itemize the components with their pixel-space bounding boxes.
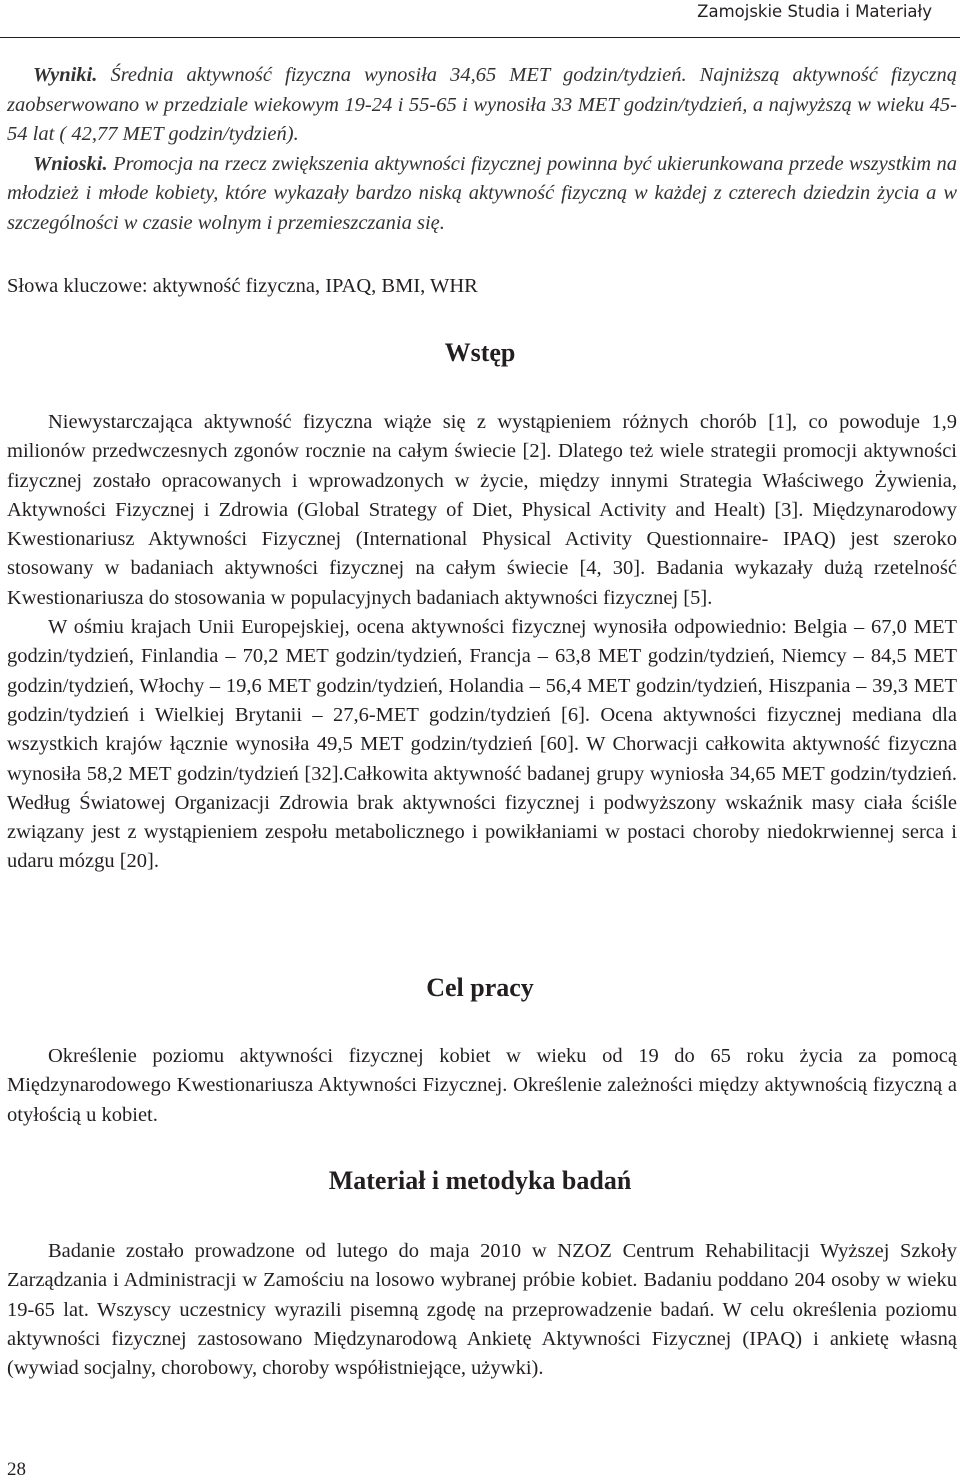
- intro-paragraph-1: Niewystarczająca aktywność fizyczna wiąże się z wystąpieniem różnych chorób [1], co powoduje 1,9 milionów przedwczesnych zgonów rocznie na całym świecie [2]. Dlatego też wiele strategii promocji aktywności fizycznej zostało opracowanych i wprowadzonych w życie, między innymi Strategia Właściwego Żywienia, Aktywności Fizycznej i Zdrowia (Global Strategy of Diet, Physical Activity and Healt) [3]. Międzynarodowy Kwestionariusz Aktywności Fizycznej (International Physical Activity Questionnaire- IPAQ) jest szeroko stosowany w badaniach aktywności fizycznej na całym świecie [4, 30]. Badania wykazały dużą rzetelność Kwestionariusza do stosowania w populacyjnych badaniach aktywności fizycznej [5].: [7, 411, 957, 609]
- methods-body: [7, 1237, 957, 1383]
- conclusions-label: Wnioski.: [33, 152, 108, 175]
- section-title-aim: Cel pracy: [426, 973, 534, 1002]
- abstract-results: [7, 61, 957, 150]
- section-title-intro: Wstęp: [444, 338, 516, 367]
- abstract-conclusions: [7, 150, 957, 239]
- aim-body: [7, 1042, 957, 1130]
- keywords: Słowa kluczowe: aktywność fizyczna, IPAQ, BMI, WHR: [7, 275, 478, 297]
- section-title-methods: Materiał i metodyka badań: [328, 1166, 632, 1195]
- results-label: Wyniki.: [33, 64, 98, 86]
- intro-body: [7, 408, 957, 877]
- conclusions-text: Promocja na rzecz zwiększenia aktywności fizycznej powinna być ukierunkowana przede wszystkim na młodzież i młode kobiety, które wykazały bardzo niską aktywność fizyczną w każdej z czterech dziedzin życia a w szczególności w czasie wolnym i przemieszczania się.: [7, 152, 957, 234]
- intro-paragraph-2: W ośmiu krajach Unii Europejskiej, ocena aktywności fizycznej wynosiła odpowiednio: Belgia – 67,0 MET godzin/tydzień, Finlandia – 70,2 MET godzin/tydzień, Francja – 63,8 MET godzin/tydzień, Niemcy – 84,5 MET godzin/tydzień, Włochy – 19,6 MET godzin/tydzień, Holandia – 56,4 MET godzin/tydzień, Hiszpania – 39,3 MET godzin/tydzień i Wielkiej Brytanii – 27,6-MET godzin/tydzień [6]. Ocena aktywności fizycznej mediana dla wszystkich krajów łącznie wynosiła 49,5 MET godzin/tydzień [60]. W Chorwacji całkowita aktywność fizyczna wynosiła 58,2 MET godzin/tydzień [32].Całkowita aktywność badanej grupy wyniosła 34,65 MET godzin/tydzień. Według Światowej Organizacji Zdrowia brak aktywności fizycznej i podwyższony wskaźnik masy ciała ściśle związany jest z wystąpieniem zespołu metabolicznego i powikłaniami w postaci choroby niedokrwiennej serca i udaru mózgu [20].: [7, 616, 957, 873]
- abstract: [7, 61, 957, 238]
- methods-paragraph: Badanie zostało prowadzone od lutego do maja 2010 w NZOZ Centrum Rehabilitacji Wyższej Szkoły Zarządzania i Administracji w Zamościu na losowo wybranej próbie kobiet. Badaniu poddano 204 osoby w wieku 19-65 lat. Wszyscy uczestnicy wyrazili pisemną zgodę na przeprowadzenie badań. W celu określenia poziomu aktywności fizycznej zastosowano Międzynarodową Ankietę Aktywności Fizycznej (IPAQ) i ankietę własną (wywiad socjalny, chorobowy, choroby współistniejące, używki).: [7, 1240, 957, 1380]
- page-number: 28: [7, 1459, 26, 1480]
- header-rule: [0, 37, 960, 38]
- aim-paragraph: Określenie poziomu aktywności fizycznej kobiet w wieku od 19 do 65 roku życia za pomocą Międzynarodowego Kwestionariusza Aktywności Fizycznej. Określenie zależności między aktywnością fizyczną a otyłością u kobiet.: [7, 1045, 957, 1126]
- results-text: Średnia aktywność fizyczna wynosiła 34,65 MET godzin/tydzień. Najniższą aktywność fizyczną zaobserwowano w przedziale wiekowym 19-24 i 55-65 i wynosiła 33 MET godzin/tydzień, a najwyższą w wieku 45-54 lat ( 42,77 MET godzin/tydzień).: [7, 64, 957, 145]
- running-head: Zamojskie Studia i Materiały: [697, 2, 932, 21]
